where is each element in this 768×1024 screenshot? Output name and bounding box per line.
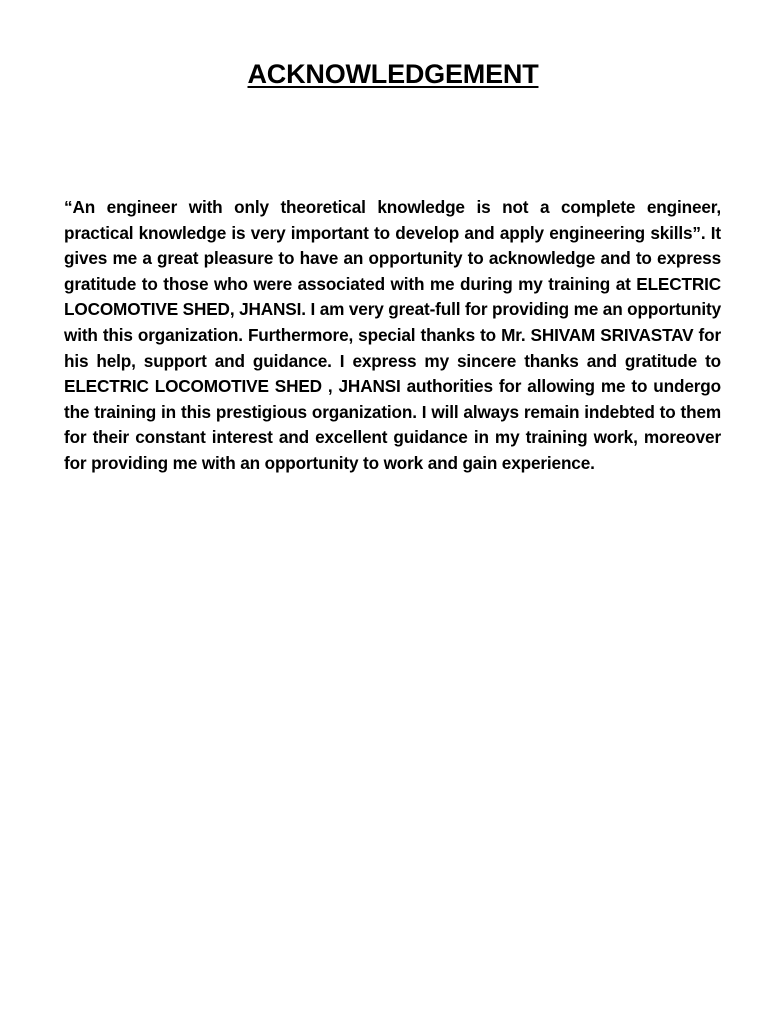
page-title: ACKNOWLEDGEMENT <box>247 59 539 89</box>
acknowledgement-paragraph: “An engineer with only theoretical knowledge is not a complete engineer, practical knowledge is very important to develop and apply engineering skills”. It gives me a great pleasure to have an opportunity to acknowledge and to express gratitude to those who were associated with me during my training at ELECTRIC LOCOMOTIVE SHED, JHANSI. I am very great-full for providing me an opportunity with this organization. Furthermore, special thanks to Mr. SHIVAM SRIVASTAV for his help, support and guidance. I express my sincere thanks and gratitude to ELECTRIC LOCOMOTIVE SHED , JHANSI authorities for allowing me to undergo the training in this prestigious organization. I will always remain indebted to them for their constant interest and excellent guidance in my training work, moreover for providing me with an opportunity to work and gain experience. <box>64 197 721 473</box>
